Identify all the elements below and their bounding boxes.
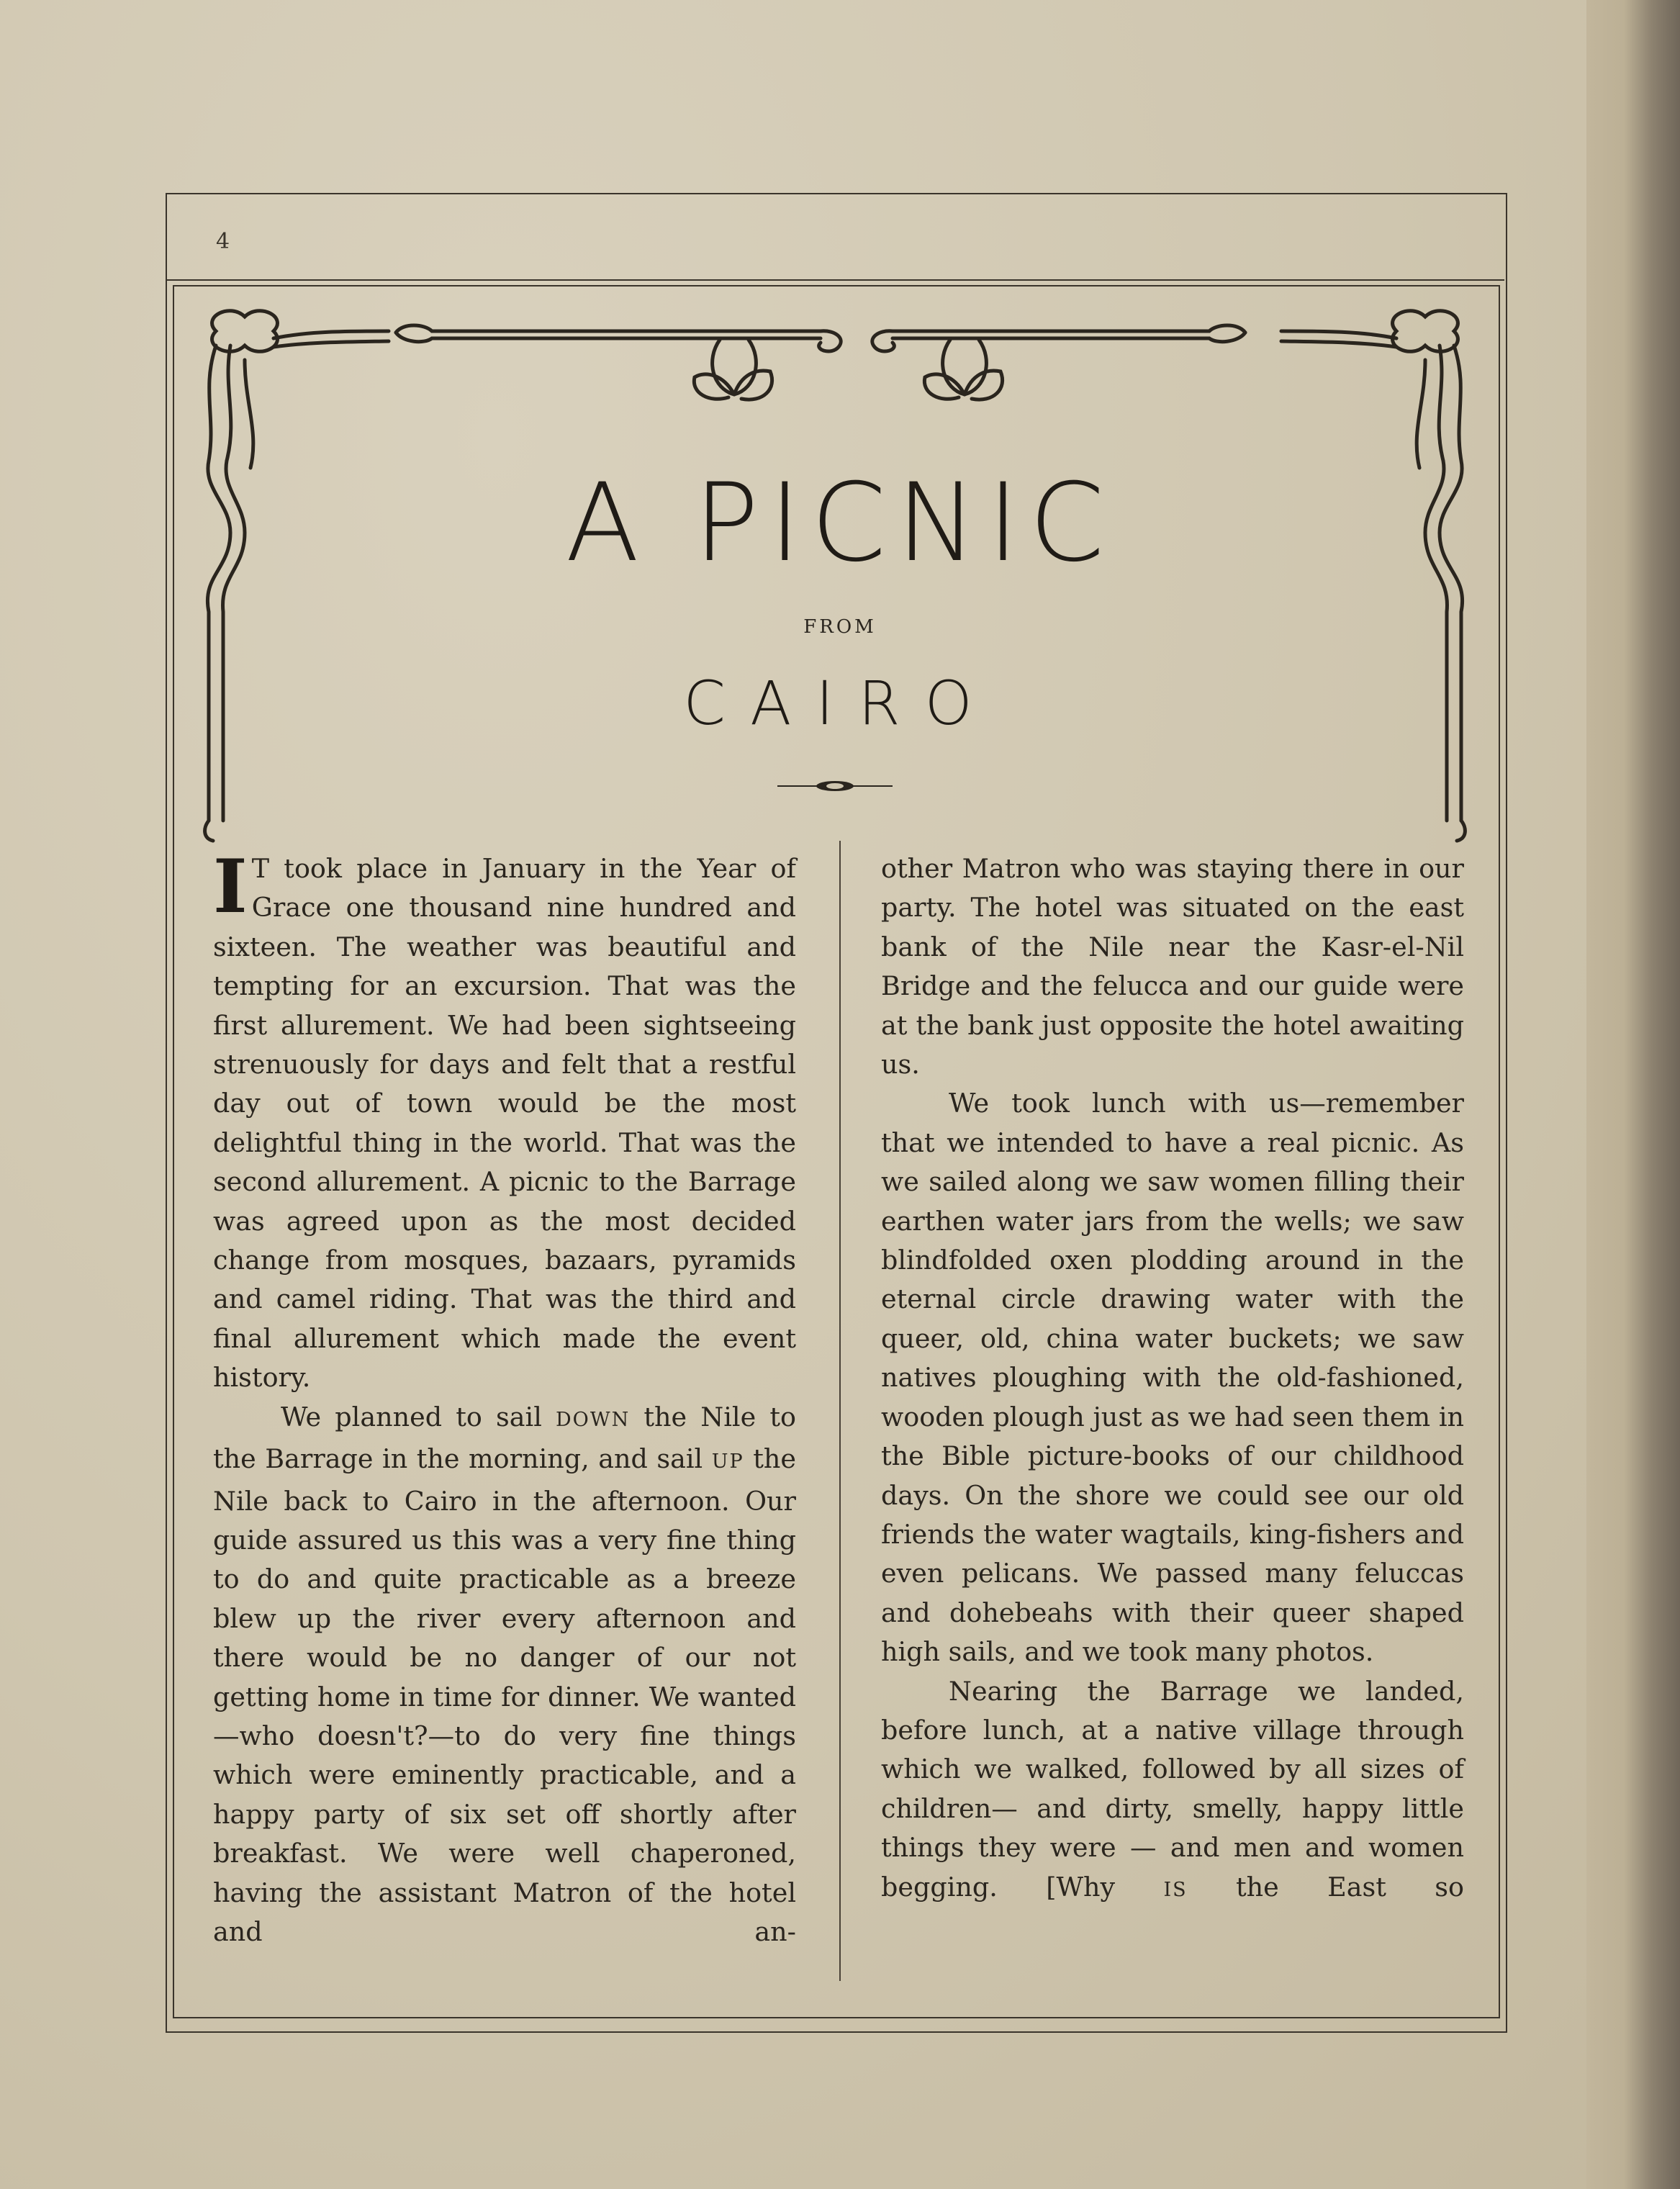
header-rule <box>166 279 1504 281</box>
small-caps-word: UP <box>711 1450 744 1473</box>
article-paragraph <box>881 1672 1464 1910</box>
article-paragraph <box>213 844 796 1398</box>
small-caps-word: DOWN <box>556 1408 631 1431</box>
article-paragraph: We took lunch with us—remember that we intended to have a real picnic. As we sailed along we saw women filling their earthen water jars from the wells; we saw blindfolded oxen plodding around in the eternal circle drawing water with the queer, old, china water buckets; we saw natives ploughing with the old-fashioned, wooden plough just as we had seen them in the Bible picture-books of our childhood days. On the shore we could see our old friends the water wagtails, king-fishers and even pelicans. We passed many feluccas and dohebeahs with their queer shaped high sails, and we took many photos. <box>881 1088 1464 1668</box>
title-flourish-icon <box>777 777 893 795</box>
article-column-left <box>213 844 797 1951</box>
article-paragraph: other Matron who was staying there in our party. The hotel was situated on the east bank of the Nile near the Kasr-el-Nil Bridge and the felucca and our guide were at the bank just opposite the hotel awaiting us. <box>881 853 1464 1080</box>
article-column-right <box>881 849 1464 1910</box>
small-caps-word: IS <box>1163 1878 1188 1901</box>
paragraph-text: the Nile back to Cairo in the afternoon. Our guide assured us this was a very fine thing to do and quite practicable as a breeze blew up the river every afternoon and there would be no danger of our not getting home in time for dinner. We wanted—who doesn't?—to do very fine things which were eminently practicable, and a happy party of six set off shortly after breakfast. We were well chaperoned, having the assistant Matron of the hotel and an- <box>213 1443 797 1947</box>
paragraph-text: Nearing the Barrage we landed, before lunch, at a native village through which we walked, followed by all sizes of children— and dirty, smelly, happy little things they were — and men and women begging. [Why <box>881 1675 1464 1903</box>
page-edge <box>1586 0 1680 2189</box>
page-number: 4 <box>216 229 230 254</box>
paragraph-text: T took place in January in the Year of Grace one thousand nine hundred and sixteen. The weather was beautiful and tempting for an excursion. That was the first allurement. We had been sightseeing strenuously for days and felt that a restful day out of town would be the most delightful thing in the world. That was the second allurement. A picnic to the Barrage was agreed upon as the most decided change from mosques, bazaars, pyramids and camel riding. That was the third and final allurement which made the event history. <box>213 853 796 1394</box>
paragraph-text: the Nile to the Barrage in the morning, and sail <box>213 1401 796 1475</box>
article-title: A PICNIC <box>565 461 1115 586</box>
article-title-from: FROM <box>803 616 877 638</box>
article-title-place: CAIRO <box>683 668 997 739</box>
drop-cap: I <box>213 844 248 930</box>
paragraph-text: the East so <box>1235 1871 1464 1903</box>
column-divider <box>839 841 841 1981</box>
paragraph-text: We planned to sail <box>281 1401 542 1432</box>
article-paragraph <box>213 1398 796 1952</box>
